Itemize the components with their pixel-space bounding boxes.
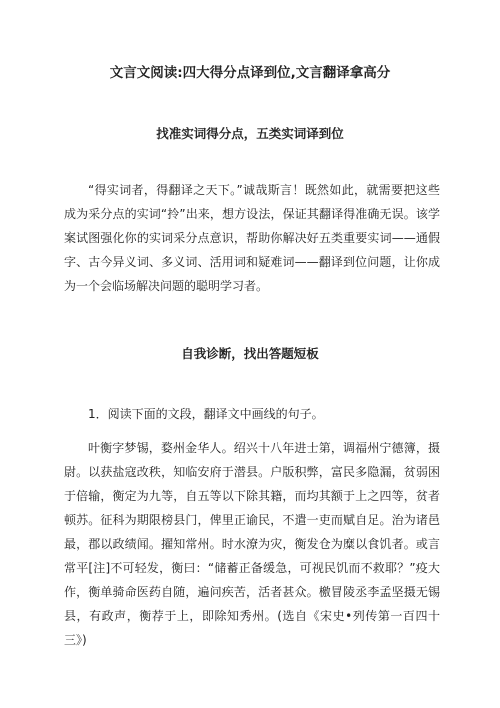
document-title: 文言文阅读:四大得分点译到位,文言翻译拿高分	[109, 65, 391, 81]
passage-text: 叶衡字梦锡，婺州金华人。绍兴十八年进士第，调福州宁德簿，摄尉。以获盐寇改秩，知临安府于潜县。户版积弊，富民多隐漏，贫弱困于倍输，衡定为九等，自五等以下除其籍，而均其额于上之四等，贫者顿苏。征科为期限榜县门，俾里正谕民，不遣一吏而赋自足。治为诸邑最，郡以政绩闻。擢知常州。时水潦为灾，衡发仓为糜以食饥者。或言常平[注]不可轻发，衡曰：“储蓄正备缓急，可视民饥而不救耶？”疫大作，衡单骑命医药自随，遍问疾苦，活者甚众。檄冒陵丞李孟坚摄无锡县，有政声，衡荐于上，即除知秀州。(选自《宋史•列传第一百四十三》)	[64, 441, 440, 647]
question-1: 1．阅读下面的文段，翻译文中画线的句子。	[88, 407, 324, 421]
section-heading-key-words: 找准实词得分点，五类实词译到位	[156, 126, 344, 141]
intro-paragraph: “得实词者，得翻译之天下。”诚哉斯言！既然如此，就需要把这些成为采分点的实词“拎”出来，想方设法，保证其翻译得准确无误。该学案试图强化你的实词采分点意识，帮助你解决好五类重要实词——通假字、古今异义词、多义词、活用词和疑难词——翻译到位问题，让你成为一个会临场解决问题的聪明学习者。	[64, 183, 440, 293]
section-heading-self-diagnosis: 自我诊断，找出答题短板	[181, 346, 319, 361]
